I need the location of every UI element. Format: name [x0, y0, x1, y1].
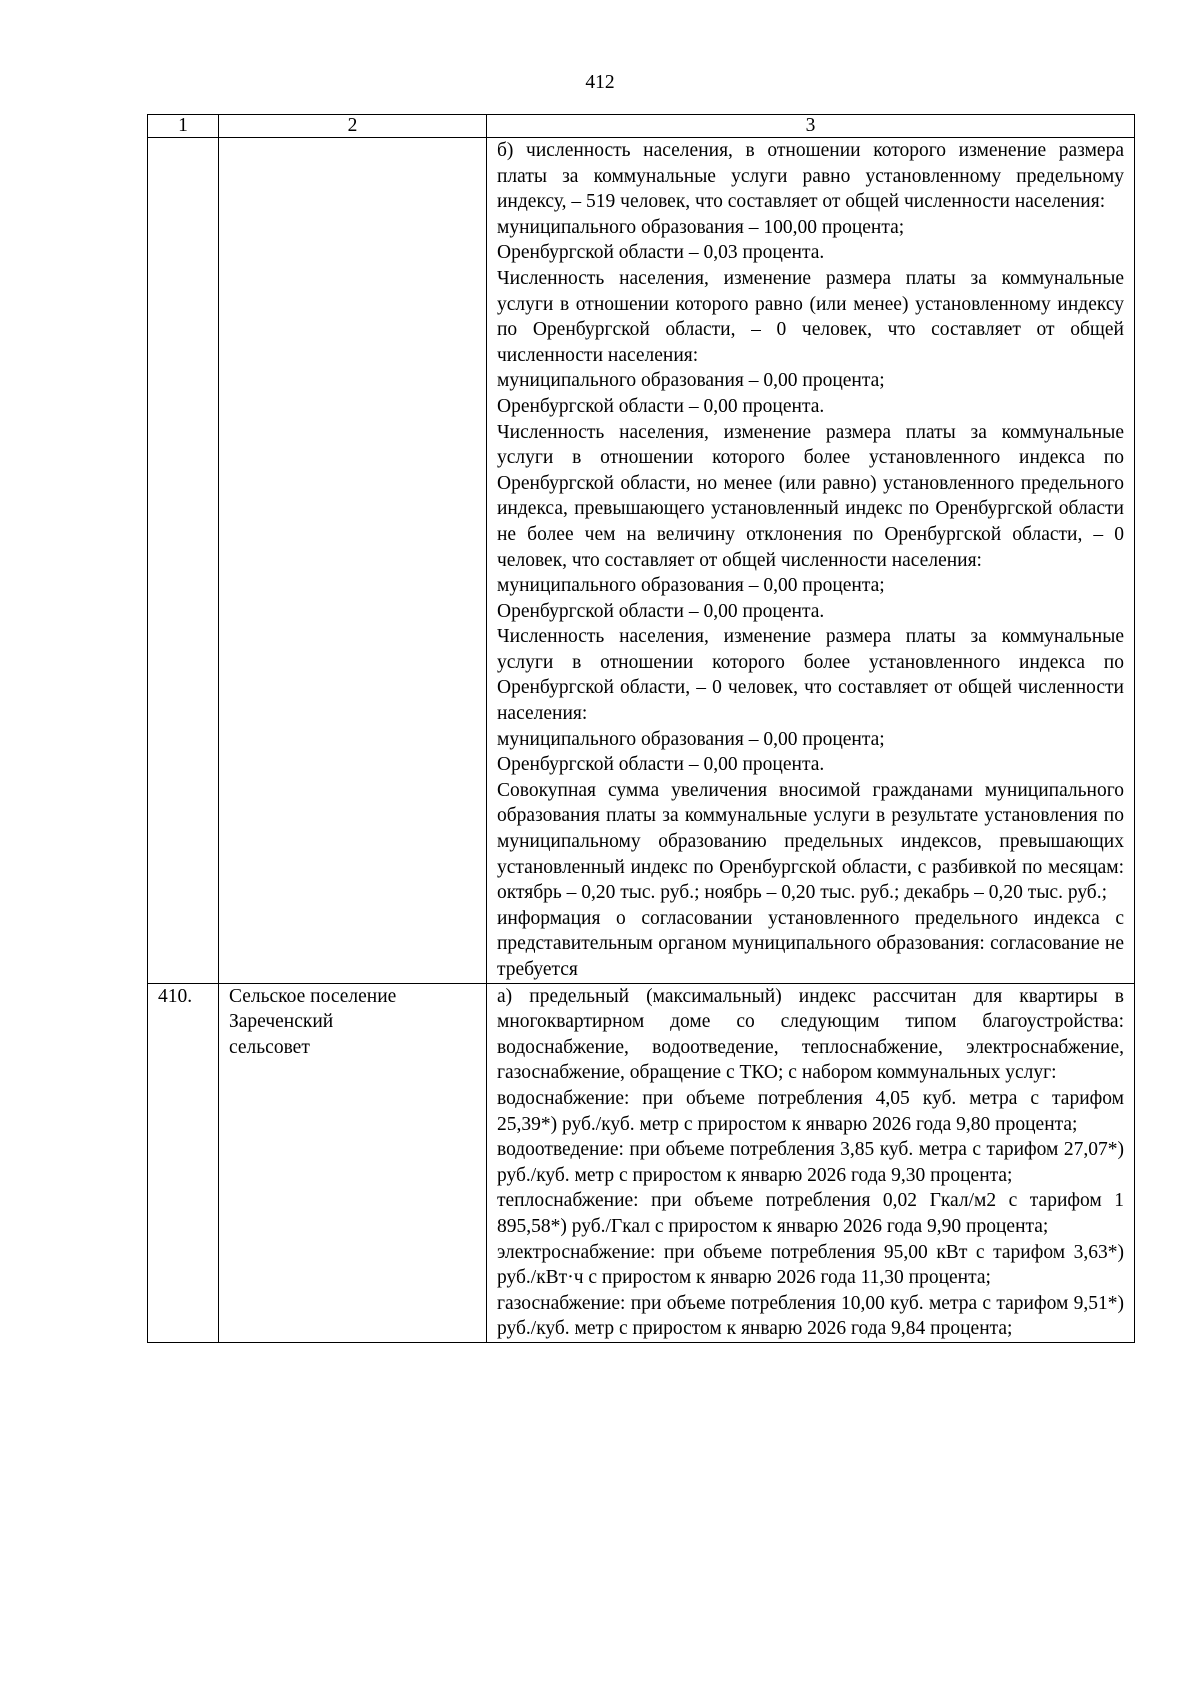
paragraph: Оренбургской области – 0,00 процента.	[497, 600, 825, 622]
paragraph: Совокупная сумма увеличения вносимой гражданами муниципального образования платы за коммунальные услуги в результате установления по муниципальному образованию предельных индексов, превышающих установленный индекс по Оренбургской области, с разбивкой по месяцам: октябрь – 0,20 тыс. руб.; ноябрь – 0,20 тыс. руб.; декабрь – 0,20 тыс. руб.;	[497, 779, 1124, 904]
description-cell	[487, 983, 1135, 1342]
paragraph: водоснабжение: при объеме потребления 4,05 куб. метра с тарифом 25,39*) руб./куб. метр с приростом к январю 2026 года 9,80 процента;	[497, 1087, 1124, 1135]
paragraph: Оренбургской области – 0,00 процента.	[497, 754, 825, 776]
table-row	[148, 983, 1135, 1342]
column-header-2: 2	[219, 115, 487, 138]
page-number: 412	[585, 72, 615, 93]
description-cell	[487, 138, 1135, 984]
paragraph: информация о согласовании установленного предельного индекса с представительным органом муниципального образования: согласование не требуется	[497, 907, 1124, 980]
table-header-row	[148, 115, 1135, 138]
table-row	[148, 138, 1135, 984]
paragraph: Оренбургской области – 0,03 процента.	[497, 242, 825, 264]
municipality-name-line: Зареченский	[229, 1011, 334, 1033]
column-header-3: 3	[487, 115, 1135, 138]
municipality-name-line: Сельское поселение	[229, 985, 397, 1007]
paragraph: б) численность населения, в отношении которого изменение размера платы за коммунальные услуги равно установленному предельному индексу, – 519 человек, что составляет от общей численности населения:	[497, 140, 1124, 213]
paragraph: водоотведение: при объеме потребления 3,85 куб. метра с тарифом 27,07*) руб./куб. метр с приростом к январю 2026 года 9,30 процента;	[497, 1139, 1124, 1186]
paragraph: муниципального образования – 0,00 процента;	[497, 370, 885, 392]
index-table	[147, 114, 1135, 1343]
row-number-cell	[148, 138, 219, 984]
paragraph: муниципального образования – 0,00 процента;	[497, 728, 885, 750]
municipality-cell	[219, 983, 487, 1342]
paragraph: газоснабжение: при объеме потребления 10,00 куб. метра с тарифом 9,51*) руб./куб. метр с приростом к январю 2026 года 9,84 процента;	[497, 1292, 1124, 1340]
paragraph: Численность населения, изменение размера платы за коммунальные услуги в отношении которого более установленного индекса по Оренбургской области, но менее (или равно) установленного предельного индекса, превышающего установленный индекс по Оренбургской области не более чем на величину отклонения по Оренбургской области, – 0 человек, что составляет от общей численности населения:	[497, 421, 1124, 571]
paragraph: электроснабжение: при объеме потребления 95,00 кВт с тарифом 3,63*) руб./кВт·ч с приростом к январю 2026 года 11,30 процента;	[497, 1241, 1124, 1289]
row-number-cell: 410.	[148, 983, 219, 1342]
paragraph: Численность населения, изменение размера платы за коммунальные услуги в отношении которого равно (или менее) установленному индексу по Оренбургской области, – 0 человек, что составляет от общей численности населения:	[497, 267, 1124, 366]
paragraph: Численность населения, изменение размера платы за коммунальные услуги в отношении которого более установленного индекса по Оренбургской области, – 0 человек, что составляет от общей численности населения:	[497, 626, 1124, 725]
paragraph: муниципального образования – 0,00 процента;	[497, 575, 885, 597]
paragraph: теплоснабжение: при объеме потребления 0,02 Гкал/м2 с тарифом 1 895,58*) руб./Гкал с приростом к январю 2026 года 9,90 процента;	[497, 1190, 1124, 1237]
municipality-name-line: сельсовет	[229, 1036, 310, 1058]
paragraph: муниципального образования – 100,00 процента;	[497, 216, 905, 238]
paragraph: а) предельный (максимальный) индекс рассчитан для квартиры в многоквартирном доме со следующим типом благоустройства: водоснабжение, водоотведение, теплоснабжение, электроснабжение, газоснабжение, обращение с ТКО; с набором коммунальных услуг:	[497, 985, 1124, 1084]
municipality-cell	[219, 138, 487, 984]
column-header-1: 1	[148, 115, 219, 138]
paragraph: Оренбургской области – 0,00 процента.	[497, 395, 825, 417]
